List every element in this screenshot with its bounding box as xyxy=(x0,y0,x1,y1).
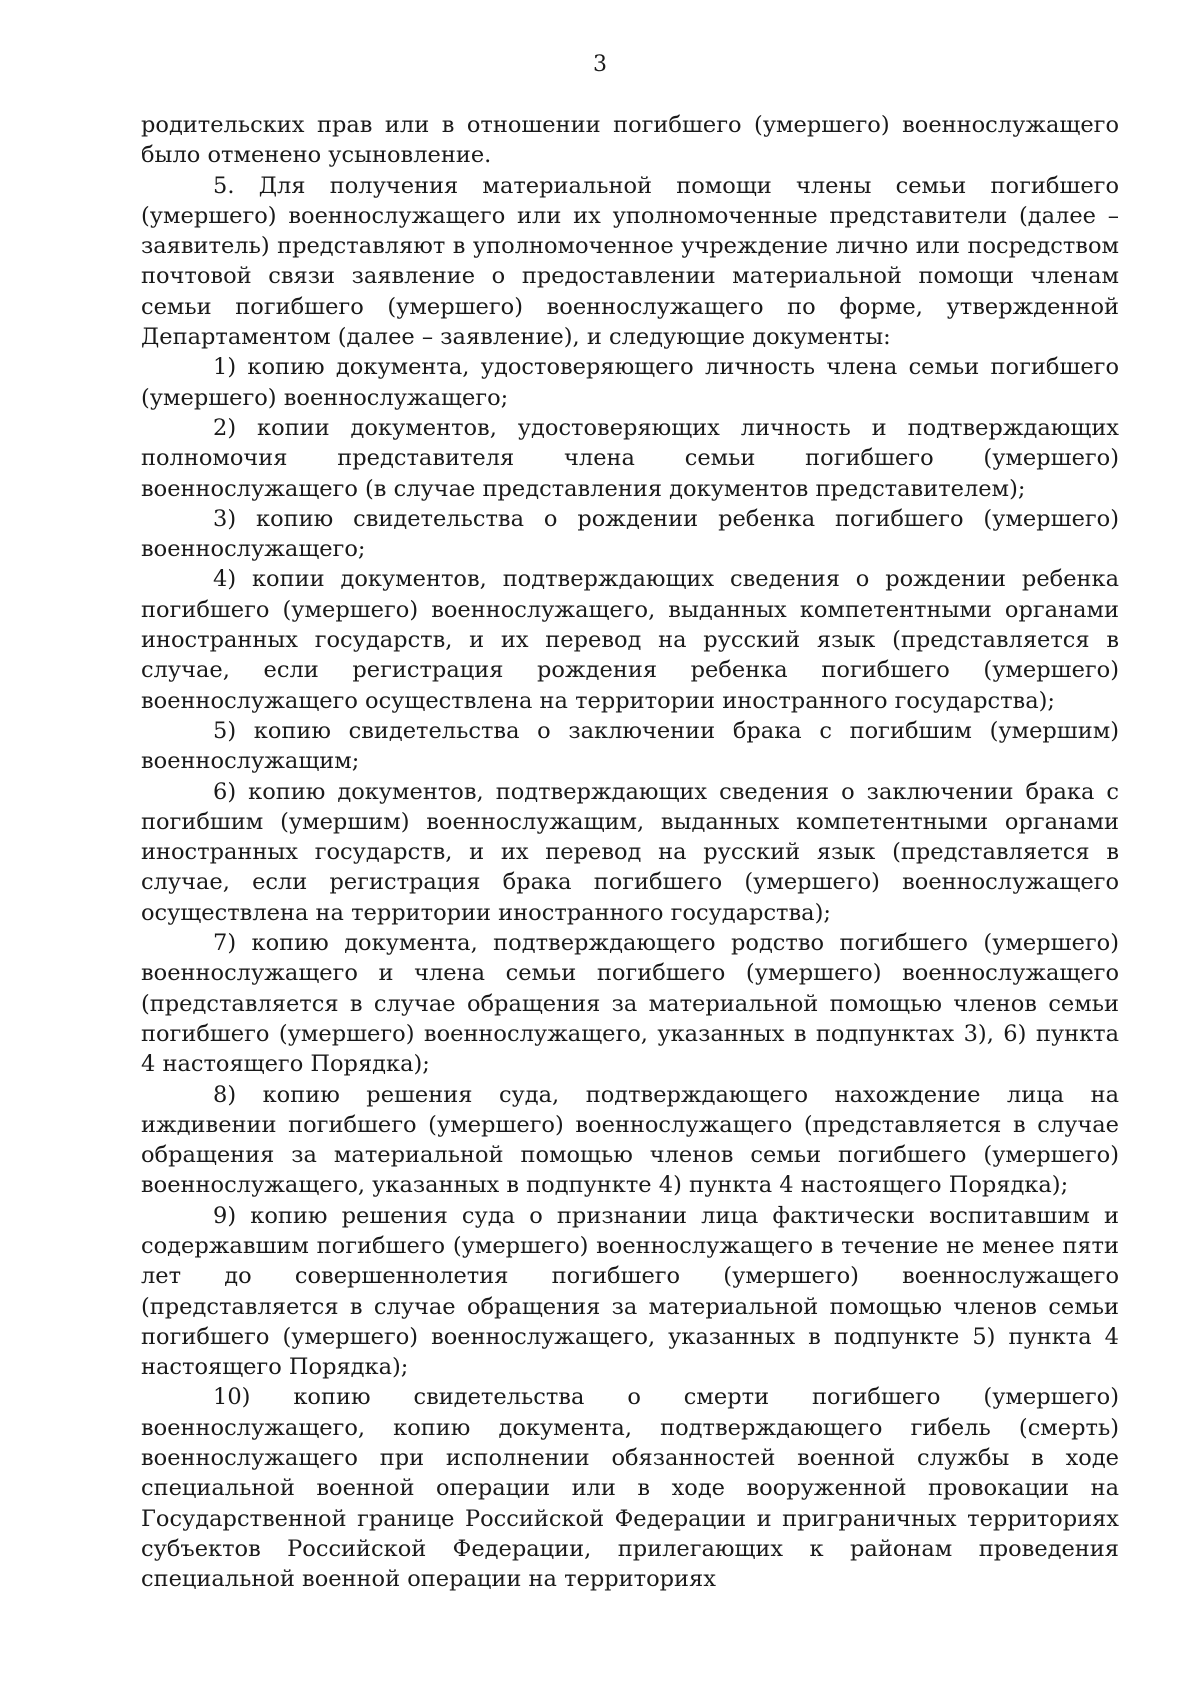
list-item-1: 1) копию документа, удостоверяющего личность члена семьи погибшего (умершего) военнослужащего; xyxy=(141,354,1119,411)
list-item-4: 4) копии документов, подтверждающих сведения о рождении ребенка погибшего (умершего) военнослужащего, выданных компетентными органами иностранных государств, и их перевод на русский язык (представляется в случае, если регистрация рождения ребенка погибшего (умершего) военнослужащего осуществлена на территории иностранного государства); xyxy=(141,566,1119,714)
list-item-9: 9) копию решения суда о признании лица фактически воспитавшим и содержавшим погибшего (умершего) военнослужащего в течение не менее пяти лет до совершеннолетия погибшего (умершего) военнослужащего (представляется в случае обращения за материальной помощью членов семьи погибшего (умершего) военнослужащего, указанных в подпункте 5) пункта 4 настоящего Порядка); xyxy=(141,1202,1119,1381)
list-item-6: 6) копию документов, подтверждающих сведения о заключении брака с погибшим (умершим) военнослужащим, выданных компетентными органами иностранных государств, и их перевод на русский язык (представляется в случае, если регистрация брака погибшего (умершего) военнослужащего осуществлена на территории иностранного государства); xyxy=(141,778,1119,926)
paragraph-item-5: 5. Для получения материальной помощи члены семьи погибшего (умершего) военнослужащего или их уполномоченные представители (далее – заявитель) представляют в уполномоченное учреждение лично или посредством почтовой связи заявление о предоставлении материальной помощи членам семьи погибшего (умершего) военнослужащего по форме, утвержденной Департаментом (далее – заявление), и следующие документы: xyxy=(141,172,1119,351)
list-item-10: 10) копию свидетельства о смерти погибшего (умершего) военнослужащего, копию документа, подтверждающего гибель (смерть) военнослужащего при исполнении обязанностей военной службы в ходе специальной военной операции или в ходе вооруженной провокации на Государственной границе Российской Федерации и приграничных территориях субъектов Российской Федерации, прилегающих к районам проведения специальной военной операции на территориях xyxy=(141,1384,1119,1593)
list-item-5: 5) копию свидетельства о заключении брака с погибшим (умершим) военнослужащим; xyxy=(141,717,1119,775)
list-item-3: 3) копию свидетельства о рождении ребенка погибшего (умершего) военнослужащего; xyxy=(141,505,1119,563)
paragraph-continuation: родительских прав или в отношении погибшего (умершего) военнослужащего было отменено усыновление. xyxy=(141,112,1119,169)
list-item-2: 2) копии документов, удостоверяющих личность и подтверждающих полномочия представителя члена семьи погибшего (умершего) военнослужащего (в случае представления документов представителем); xyxy=(141,414,1119,502)
page-number: 3 xyxy=(593,52,607,77)
document-body xyxy=(141,110,1119,1595)
list-item-7: 7) копию документа, подтверждающего родство погибшего (умершего) военнослужащего и члена семьи погибшего (умершего) военнослужащего (представляется в случае обращения за материальной помощью членов семьи погибшего (умершего) военнослужащего, указанных в подпунктах 3), 6) пункта 4 настоящего Порядка); xyxy=(141,930,1119,1078)
list-item-8: 8) копию решения суда, подтверждающего нахождение лица на иждивении погибшего (умершего) военнослужащего (представляется в случае обращения за материальной помощью членов семьи погибшего (умершего) военнослужащего, указанных в подпункте 4) пункта 4 настоящего Порядка); xyxy=(141,1081,1119,1199)
